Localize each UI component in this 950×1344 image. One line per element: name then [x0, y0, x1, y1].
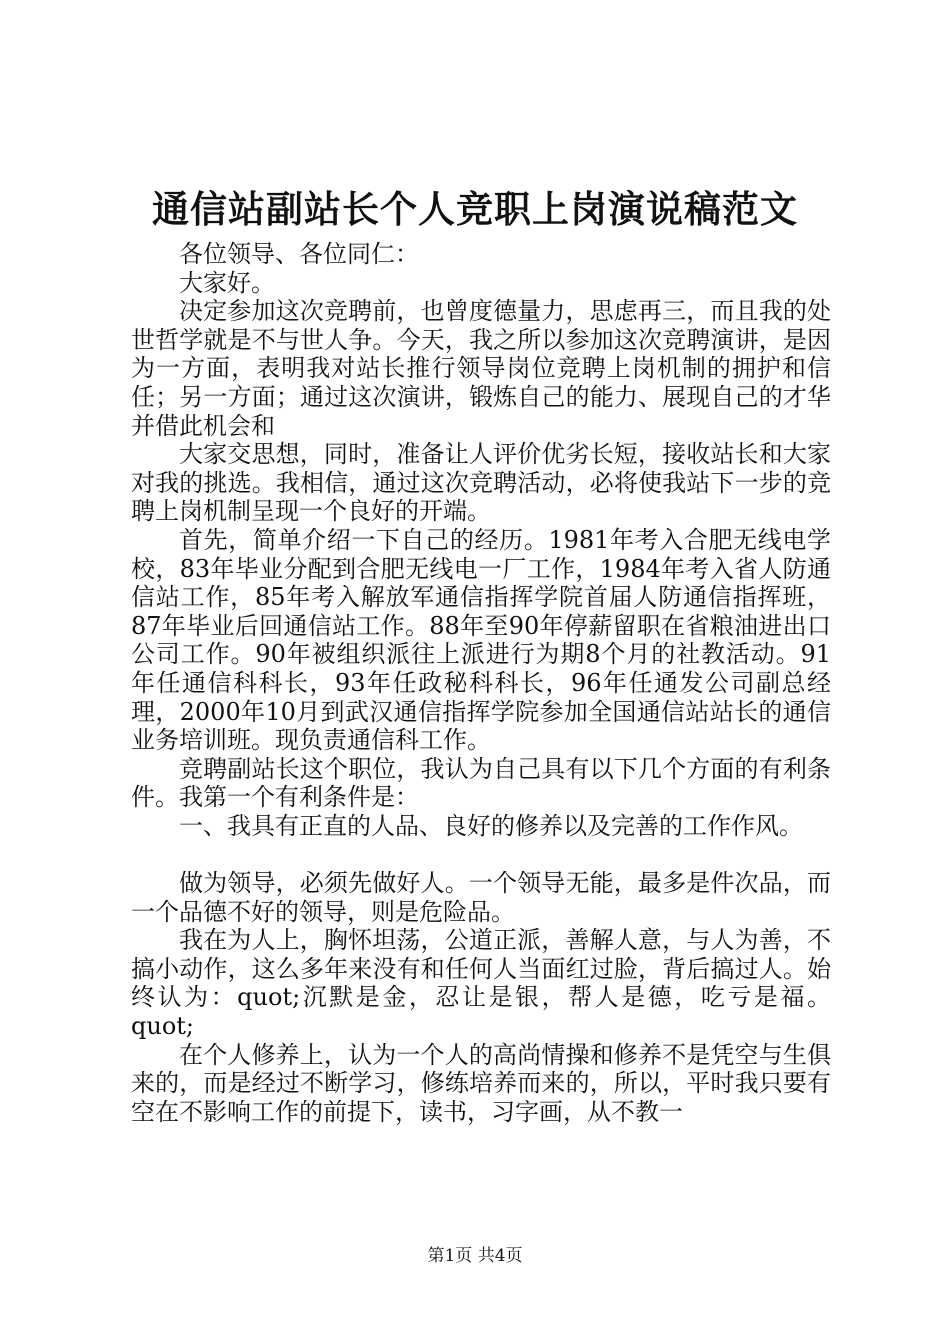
paragraph-greeting: 各位领导、各位同仁： — [179, 240, 419, 268]
paragraph-hello: 大家好。 — [179, 268, 275, 297]
paragraph-advantages-intro: 竞聘副站长这个职位，我认为自己具有以下几个方面的有利条件。我第一个有利条件是： — [131, 754, 831, 812]
document-title: 通信站副站长个人竞职上岗演说稿范文 — [152, 187, 798, 231]
paragraph-spacer — [131, 840, 831, 869]
page-footer: 第1页 共4页 — [427, 1246, 523, 1266]
paragraph-leadership: 做为领导，必须先做好人。一个领导无能，最多是件次品，而一个品德不好的领导，则是危险品。 — [131, 869, 831, 926]
paragraph-cultivation: 在个人修养上，认为一个人的高尚情操和修养不是凭空与生俱来的，而是经过不断学习，修练培养而来的，所以，平时我只要有空在不影响工作的前提下，读书，习字画，从不教一 — [131, 1040, 831, 1126]
paragraph-character: 我在为人上，胸怀坦荡，公道正派，善解人意，与人为善，不搞小动作，这么多年来没有和任何人当面红过脸，背后搞过人。始终认为：quot;沉默是金，忍让是银，帮人是德，吃亏是福。quot; — [131, 926, 831, 1041]
document-body — [131, 240, 831, 1126]
paragraph-experience: 首先，简单介绍一下自己的经历。1981年考入合肥无线电学校，83年毕业分配到合肥无线电一厂工作，1984年考入省人防通信站工作，85年考入解放军通信指挥学院首届人防通信指挥班，87年毕业后回通信站工作。88年至90年停薪留职在省粮油进出口公司工作。90年被组织派往上派进行为期8个月的社教活动。91年任通信科科长，93年任政秘科科长，96年任通发公司副总经理，2000年10月到武汉通信指挥学院参加全国通信站站长的通信业务培训班。现负责通信科工作。 — [131, 525, 831, 755]
paragraph-motivation: 决定参加这次竞聘前，也曾度德量力，思虑再三，而且我的处世哲学就是不与世人争。今天，我之所以参加这次竞聘演讲，是因为一方面，表明我对站长推行领导岗位竞聘上岗机制的拥护和信任；另一方面；通过这次演讲，锻炼自己的能力、展现自己的才华并借此机会和 — [131, 297, 831, 440]
paragraph-heading-one: 一、我具有正直的人品、良好的修养以及完善的工作作风。 — [179, 811, 803, 840]
paragraph-exchange: 大家交思想，同时，准备让人评价优劣长短，接收站长和大家对我的挑选。我相信，通过这次竞聘活动，必将使我站下一步的竞聘上岗机制呈现一个良好的开端。 — [131, 440, 831, 526]
